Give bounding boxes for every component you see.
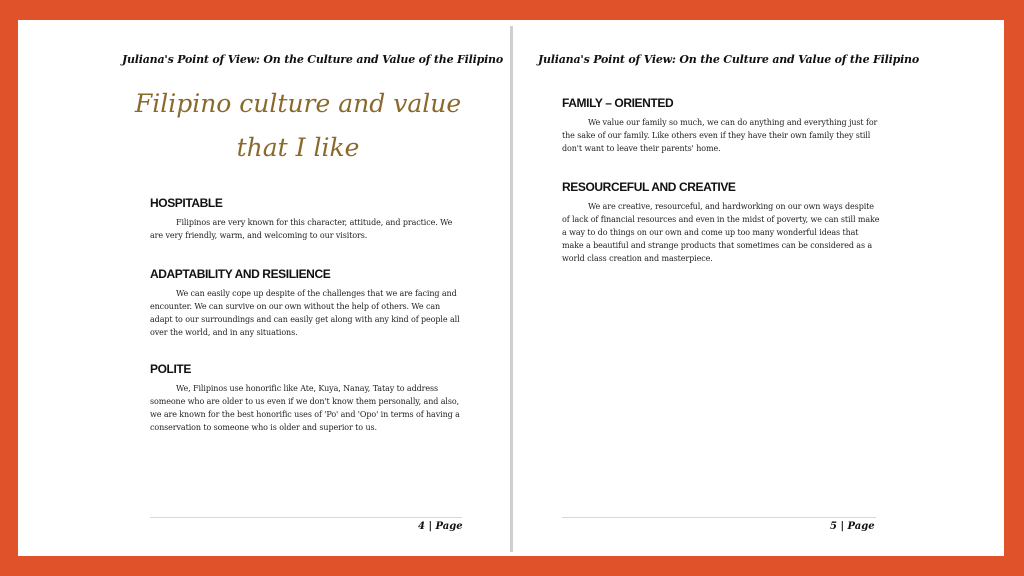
section-body: We are creative, resourceful, and hardworking on our own ways despite of lack of financial resources and even in the midst of poverty, we can still make a way to do things on our own and come up too many wonderful ideas that make a beautiful and strange products that sometimes can be considered as a world class creation and masterpiece. <box>562 202 880 263</box>
section-heading: HOSPITABLE <box>150 196 223 210</box>
section-heading: POLITE <box>150 362 191 376</box>
section-body: We, Filipinos use honorific like Ate, Kuya, Nanay, Tatay to address someone who are older to us even if we don't know them personally, and also, we are known for the best honorific uses of 'Po' and 'Opo' in terms of having a conservation to someone who is older and superior to us. <box>150 384 460 432</box>
right-page <box>516 20 996 556</box>
section-heading: ADAPTABILITY AND RESILIENCE <box>150 267 331 281</box>
footer-divider <box>150 517 462 518</box>
section-heading: RESOURCEFUL AND CREATIVE <box>562 180 736 194</box>
section-heading: FAMILY – ORIENTED <box>562 96 674 110</box>
page-title: Filipino culture and value that I like <box>134 89 462 162</box>
page-number: 4 | Page <box>418 521 463 532</box>
section-adaptability <box>150 267 465 339</box>
section-hospitable <box>150 196 465 242</box>
section-body: We value our family so much, we can do anything and everything just for the sake of our family. Like others even if they have their own family they still don't want to leave their parents' home. <box>562 118 878 153</box>
page-number: 5 | Page <box>830 521 875 532</box>
footer-divider <box>562 517 876 518</box>
section-resourceful <box>562 180 880 265</box>
section-polite <box>150 362 465 434</box>
page-header: Juliana's Point of View: On the Culture and Value of the Filipino <box>122 53 503 66</box>
section-family-oriented <box>562 96 880 155</box>
document-frame <box>18 20 1004 556</box>
page-divider <box>510 26 513 552</box>
left-page <box>18 20 503 556</box>
page-header: Juliana's Point of View: On the Culture and Value of the Filipino <box>538 53 919 66</box>
section-body: Filipinos are very known for this character, attitude, and practice. We are very friendly, warm, and welcoming to our visitors. <box>150 218 453 240</box>
section-body: We can easily cope up despite of the challenges that we are facing and encounter. We can survive on our own without the help of others. We can adapt to our surroundings and can easily get along with any kind of people all over the world, and in any situations. <box>150 289 460 337</box>
